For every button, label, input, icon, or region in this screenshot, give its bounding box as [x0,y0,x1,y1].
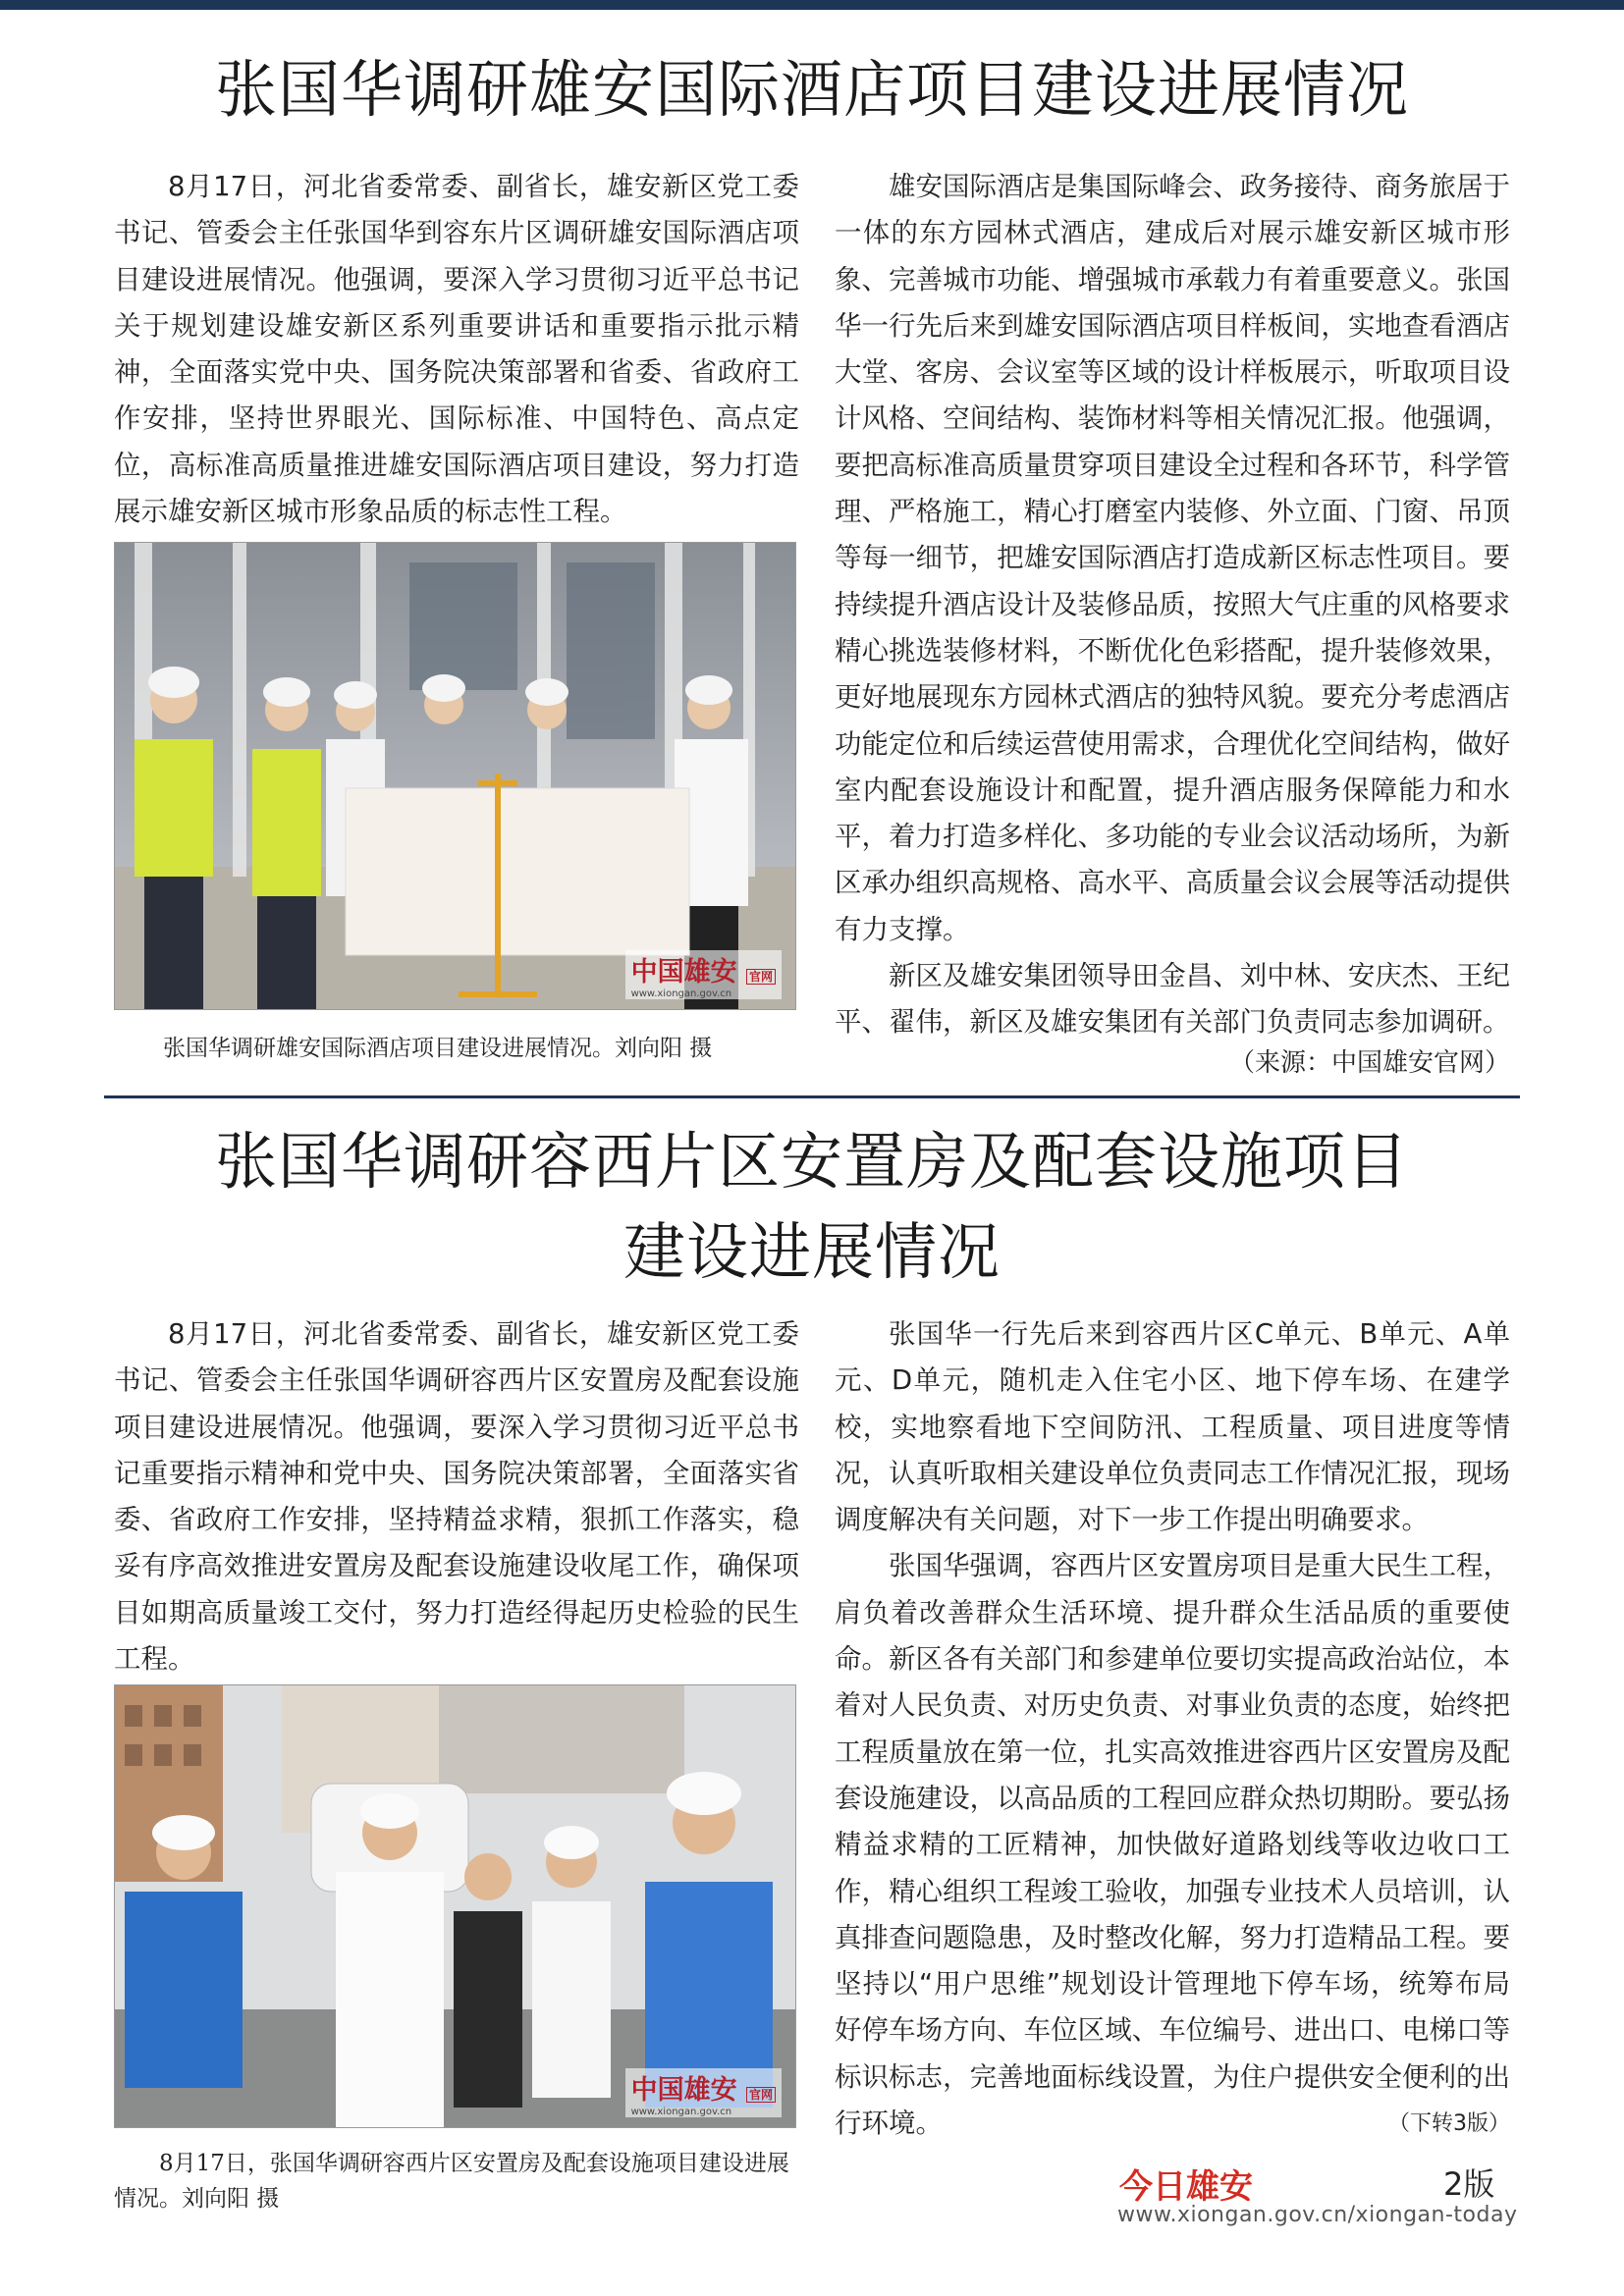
article2-visit-paragraph: 张国华一行先后来到容西片区C单元、B单元、A单元、D单元，随机走入住宅小区、地下停车场、在建学校，实地察看地下空间防汛、工程质量、项目进度等情况，认真听取相关建设单位负责同志工作情况汇报，现场调度解决有关问题，对下一步工作提出明确要求。 [835,1318,1510,1536]
article1-caption: 张国华调研雄安国际酒店项目建设进展情况。刘向阳 摄 [163,1036,713,1061]
article2-caption: 8月17日，张国华调研容西片区安置房及配套设施项目建设进展情况。刘向阳 摄 [114,2151,789,2212]
watermark-url: www.xiongan.gov.cn [630,2107,732,2117]
article2-photo [114,1684,796,2128]
watermark-seal: 官网 [746,969,776,985]
watermark-logo: 中国雄安 官网 www.xiongan.gov.cn [625,950,782,999]
footer-site-url[interactable]: www.xiongan.gov.cn/xiongan-today [1117,2203,1518,2227]
article1-title: 张国华调研雄安国际酒店项目建设进展情况 [215,54,1409,126]
hotel-visit-photo [115,543,795,1009]
article2-title-line1: 张国华调研容西片区安置房及配套设施项目 [215,1126,1409,1198]
article2-title-line2: 建设进展情况 [623,1216,1001,1288]
page-number: 2版 [1443,2165,1495,2203]
watermark-url: www.xiongan.gov.cn [630,988,732,999]
brand-logo: 今日雄安 [1119,2167,1253,2207]
housing-visit-photo [115,1685,795,2127]
article1-body-paragraph: 雄安国际酒店是集国际峰会、政务接待、商务旅居于一体的东方园林式酒店，建成后对展示雄安新区城市形象、完善城市功能、增强城市承载力有着重要意义。张国华一行先后来到雄安国际酒店项目样板间，实地查看酒店大堂、客房、会议室等区域的设计样板展示，听取项目设计风格、空间结构、装饰材料等相关情况汇报。他强调，要把高标准高质量贯穿项目建设全过程和各环节，科学管理、严格施工，精心打磨室内装修、外立面、门窗、吊顶等每一细节，把雄安国际酒店打造成新区标志性项目。要持续提升酒店设计及装修品质，按照大气庄重的风格要求精心挑选装修材料，不断优化色彩搭配，提升装修效果，更好地展现东方园林式酒店的独特风貌。要充分考虑酒店功能定位和后续运营使用需求，合理优化空间结构，做好室内配套设施设计和配置，提升酒店服务保障能力和水平，着力打造多样化、多功能的专业会议活动场所，为新区承办组织高规格、高水平、高质量会议会展等活动提供有力支撑。 [835,171,1510,945]
article2-lead-paragraph: 8月17日，河北省委常委、副省长，雄安新区党工委书记、管委会主任张国华调研容西片区安置房及配套设施项目建设进展情况。他强调，要深入学习贯彻习近平总书记重要指示精神和党中央、国务院决策部署，全面落实省委、省政府工作安排，坚持精益求精，狠抓工作落实，稳妥有序高效推进安置房及配套设施建设收尾工作，确保项目如期高质量竣工交付，努力打造经得起历史检验的民生工程。 [114,1318,799,1676]
article2-right-column [835,1311,1510,2147]
article-divider [104,1095,1520,1098]
article1-left-column [114,164,799,535]
article1-attendees-paragraph: 新区及雄安集团领导田金昌、刘中林、安庆杰、王纪平、翟伟，新区及雄安集团有关部门负责同志参加调研。 [835,960,1510,1039]
article1-right-column [835,164,1510,1046]
watermark-logo: 中国雄安 官网 www.xiongan.gov.cn [625,2068,782,2117]
article1-lead-paragraph: 8月17日，河北省委常委、副省长，雄安新区党工委书记、管委会主任张国华到容东片区调研雄安国际酒店项目建设进展情况。他强调，要深入学习贯彻习近平总书记关于规划建设雄安新区系列重要讲话和重要指示批示精神，全面落实党中央、国务院决策部署和省委、省政府工作安排，坚持世界眼光、国际标准、中国特色、高点定位，高标准高质量推进雄安国际酒店项目建设，努力打造展示雄安新区城市形象品质的标志性工程。 [114,171,799,528]
article2-emphasis-paragraph: 张国华强调，容西片区安置房项目是重大民生工程，肩负着改善群众生活环境、提升群众生活品质的重要使命。新区各有关部门和参建单位要切实提高政治站位，本着对人民负责、对历史负责、对事业负责的态度，始终把工程质量放在第一位，扎实高效推进容西片区安置房及配套设施建设，以高品质的工程回应群众热切期盼。要弘扬精益求精的工匠精神，加快做好道路划线等收边收口工作，精心组织工程竣工验收，加强专业技术人员培训，认真排查问题隐患，及时整改化解，努力打造精品工程。要坚持以“用户思维”规划设计管理地下停车场，统筹布局好停车场方向、车位区域、车位编号、进出口、电梯口等标识标志，完善地面标线设置，为住户提供安全便利的出行环境。 [835,1550,1510,2140]
top-color-bar [0,0,1624,10]
article1-photo [114,542,796,1010]
watermark-seal: 官网 [746,2087,776,2103]
continued-note: （下转3版） [1388,2111,1510,2136]
article1-source: （来源：中国雄安官网） [1228,1048,1510,1078]
article2-left-column [114,1311,799,1682]
